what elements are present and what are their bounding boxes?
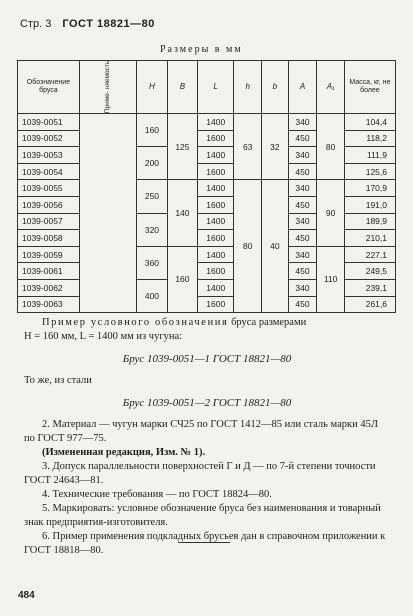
body-text: [24, 316, 390, 558]
application-cell: [79, 114, 136, 313]
example-line2: H = 160 мм, L = 1400 мм из чугуна:: [24, 331, 183, 342]
page-label: Стр. 3: [20, 18, 52, 30]
item-2-note: (Измененная редакция, Изм. № 1).: [42, 447, 206, 458]
dimensions-table: [17, 60, 396, 313]
table-row: 1039-0061 1600 450 249,5: [18, 263, 396, 280]
col-header-A1: A₁: [317, 61, 344, 114]
col-header-H: H: [137, 61, 167, 114]
table-row: 1039-0063 1600 450 261,6: [18, 296, 396, 313]
table-row: 1039-0062 400 1400 340 239,1: [18, 279, 396, 296]
item-3: 3. Допуск параллельности поверхностей Г и Д — по 7-й степени точности ГОСТ 24643—81.: [24, 461, 376, 486]
units-title: Размеры в мм: [160, 44, 243, 55]
col-header-B: B: [167, 61, 197, 114]
separator-rule: [178, 542, 230, 543]
col-header-mass: Масса, кг, не более: [344, 61, 395, 114]
table-row: 1039-0052 1600 450 118,2: [18, 130, 396, 147]
designation-cast-iron: Брус 1039-0051—1 ГОСТ 18821—80: [122, 353, 292, 365]
designation-steel: Брус 1039-0051—2 ГОСТ 18821—80: [122, 397, 292, 409]
table-row: 1039-0051 160 125 1400 63 32 340 80 104,4: [18, 114, 396, 131]
page-header: [20, 18, 155, 30]
standard-number: ГОСТ 18821—80: [62, 18, 155, 30]
table-row: 1039-0055 250 140 1400 80 40 340 90 170,9: [18, 180, 396, 197]
col-header-b: b: [262, 61, 288, 114]
table-row: 1039-0053 200 1400 340 111,9: [18, 147, 396, 164]
table-row: 1039-0056 1600 450 191,0: [18, 196, 396, 213]
col-header-L: L: [198, 61, 234, 114]
item-5: 5. Маркировать: условное обозначение бруса без наименования и товарный знак предприятия-изготовителя.: [24, 503, 381, 528]
table-header-row: [18, 61, 396, 114]
table-row: 1039-0059 360 160 1400 340 110 227,1: [18, 246, 396, 263]
table-row: 1039-0057 320 1400 340 189,9: [18, 213, 396, 230]
item-6: 6. Пример применения подкладных брусьев дан в справочном приложении к ГОСТ 18818—80.: [24, 531, 386, 556]
col-header-A: A: [288, 61, 317, 114]
item-2: 2. Материал — чугун марки СЧ25 по ГОСТ 1412—85 или сталь марки 45Л по ГОСТ 977—75.: [24, 419, 378, 444]
example-line1-rest: бруса размерами: [231, 317, 307, 328]
table-row: 1039-0058 1600 450 210,1: [18, 230, 396, 247]
steel-line: То же, из стали: [24, 375, 92, 386]
col-header-h: h: [234, 61, 262, 114]
table-row: 1039-0054 1600 450 125,6: [18, 163, 396, 180]
example-paragraph: [24, 316, 390, 330]
item-4: 4. Технические требования — по ГОСТ 18824—80.: [42, 489, 272, 500]
col-header-code: Обозначение бруса: [18, 61, 80, 114]
example-title: Пример условного обозначения: [42, 317, 229, 328]
col-header-application: Приме- няемость: [79, 61, 136, 114]
page-number: 484: [18, 590, 35, 601]
